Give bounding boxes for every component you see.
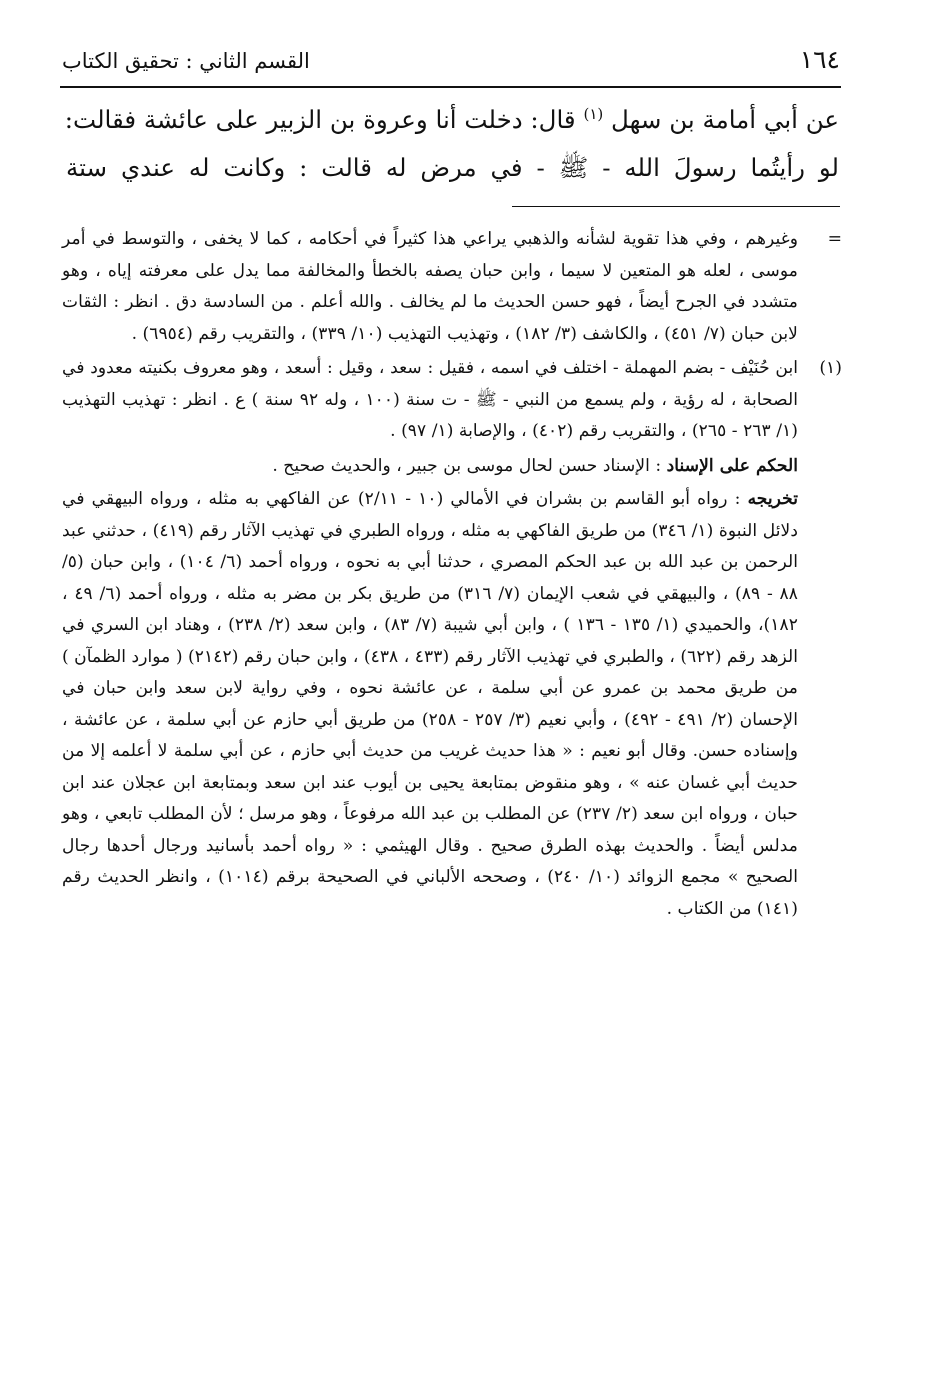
footnote-reference: (١) bbox=[583, 104, 604, 123]
footnotes-section bbox=[62, 224, 842, 925]
takhrij-text: : رواه أبو القاسم بن بشران في الأمالي (١٠ - ٢/١١) عن الفاكهي به مثله ، ورواه البيهقي في دلائل النبوة (١/ ٣٤٦) من طريق الفاكهي به مثله ، ورواه الطبري في تهذيب الآثار رقم (٤١٩) ، حدثني عبد الرحمن بن عبد الله بن عبد الحكم المصري ، حدثنا أبي به نحوه ، ورواه أحمد (٦/ ١٠٤) ، وابن حبان (٥/ ٨٨ - ٨٩) ، والبيهقي في شعب الإيمان (٧/ ٣١٦) من طريق بكر بن مضر به مثله ، ورواه أحمد (٦/ ٤٩ ، ١٨٢)، والحميدي (١/ ١٣٥ - ١٣٦ ) ، وابن أبي شيبة (٧/ ٨٣) ، وابن سعد (٢/ ٢٣٨) ، وهناد ابن السري في الزهد رقم (٦٢٢) ، والطبري في تهذيب الآثار رقم (٤٣٣ ، ٤٣٨) ، وابن حبان رقم (٢١٤٢) ( موارد الظمآن ) من طريق محمد بن عمرو عن أبي سلمة ، عن عائشة نحوه ، وفي رواية لابن سعد وابن حبان في الإحسان (٢/ ٤٩١ - ٤٩٢) ، وأبي نعيم (٣/ ٢٥٧ - ٢٥٨) من طريق أبي حازم عن أبي سلمة ، عن عائشة ، وإسناده حسن. وقال أبو نعيم : « هذا حديث غريب من حديث أبي حازم ، عن أبي سلمة لا أعلمه إلا من حديث أبي غسان عنه » ، وهو منقوض بمتابعة يحيى بن أيوب عند ابن سعد وبمتابعة ابن عجلان عند ابن حبان ، ورواه ابن سعد (٢/ ٢٣٧) عن المطلب بن عبد الله مرفوعاً ، وهو مرسل ؛ لأن المطلب تابعي ، وهو مدلس أيضاً . والحديث بهذه الطرق صحيح . وقال الهيثمي : « رواه أحمد بأسانيد ورجال أحدها رجال الصحيح » مجمع الزوائد (١٠/ ٢٤٠) ، وصححه الألباني في الصحيحة برقم (١٠١٤) ، وانظر الحديث رقم (١٤١) من الكتاب . bbox=[62, 489, 799, 919]
continuation-marker: = bbox=[827, 229, 842, 249]
main-line-2: لو رأيتُما رسولَ الله - ﷺ - في مرض له قالت : وكانت له عندي ستة bbox=[66, 153, 839, 182]
footnote-1-text: ابن حُنَيْف - بضم المهملة - اختلف في اسمه ، فقيل : سعد ، وقيل : أسعد ، وهو معروف بكنيته معدود في الصحابة ، له رؤية ، ولم يسمع من النبي - ﷺ - ت سنة (١٠٠ ، وله ٩٢ سنة ) ع . انظر : تهذيب التهذيب (١/ ٢٦٣ - ٢٦٥) ، والتقريب رقم (٤٠٢) ، والإصابة (١/ ٩٧) . bbox=[62, 358, 798, 441]
main-line-1-start: عن أبي أمامة بن سهل bbox=[611, 105, 839, 134]
ruling-paragraph bbox=[62, 451, 798, 483]
main-text bbox=[66, 96, 839, 192]
footnote-1-marker: (١) bbox=[819, 358, 842, 378]
main-line-1-end: قال: دخلت أنا وعروة بن الزبير على عائشة فقالت: bbox=[64, 105, 576, 134]
takhrij-label: تخريجه bbox=[747, 489, 799, 509]
ruling-text: : الإسناد حسن لحال موسى بن جبير ، والحديث صحيح . bbox=[272, 455, 662, 476]
page-number: ١٦٤ bbox=[799, 45, 840, 74]
running-header bbox=[62, 44, 840, 80]
continuation-text: وغيرهم ، وفي هذا تقوية لشأنه والذهبي يراعي هذا كثيراً في أحكامه ، كما لا يخفى ، والتوسط في أمر موسى ، لعله هو المتعين لا سيما ، وابن حبان يصفه بالخطأ والمخالفة مما يدل على معرفته إياه ، وهو متشدد في الجرح أيضاً ، فهو حسن الحديث ما لم يخالف . والله أعلم . من السادسة دق . انظر : الثقات لابن حبان (٧/ ٤٥١) ، والكاشف (٣/ ١٨٢) ، وتهذيب التهذيب (١٠/ ٣٣٩) ، والتقريب رقم (٦٩٥٤) . bbox=[62, 229, 798, 344]
section-title: القسم الثاني : تحقيق الكتاب bbox=[62, 49, 310, 73]
ruling-label: الحكم على الإسناد bbox=[666, 455, 798, 476]
isnad-ruling bbox=[62, 451, 842, 483]
header-rule bbox=[60, 86, 841, 88]
takhrij-block bbox=[62, 484, 842, 925]
main-line-1 bbox=[66, 96, 839, 144]
footnote-continuation bbox=[62, 224, 842, 350]
takhrij-paragraph bbox=[62, 484, 798, 925]
footnote-separator bbox=[512, 206, 840, 207]
footnote-1 bbox=[62, 353, 842, 448]
